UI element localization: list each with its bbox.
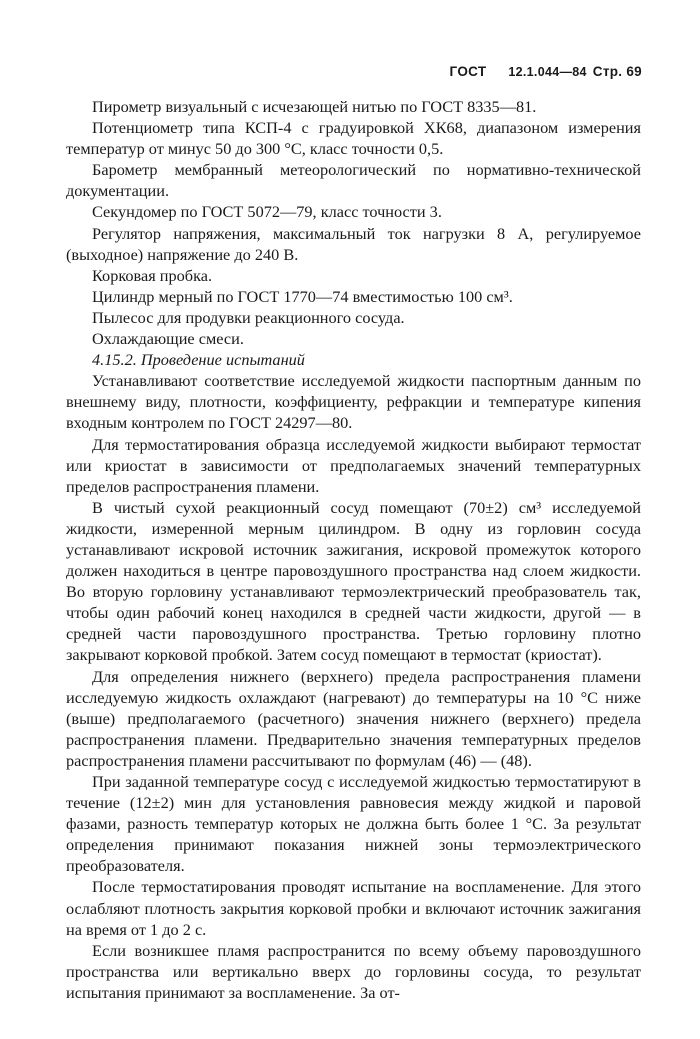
paragraph: Для определения нижнего (верхнего) предела распространения пламени исследуемую жидкость охлаждают (нагревают) до температуры на 10 °С ниже (выше) предполагаемого (расчетного) значения нижнего (верхнего) предела распространения пламени. Предварительно значения температурных пределов распространения пламени рассчитывают по формулам (46) — (48). [66, 666, 641, 770]
paragraph: Охлаждающие смеси. [92, 329, 244, 349]
running-header [450, 64, 642, 79]
paragraph: Потенциометр типа КСП-4 с градуировкой ХК68, диапазоном измерения температур от минус 50 до 300 °С, класс точности 0,5. [66, 118, 641, 159]
paragraph: Барометр мембранный метеорологический по нормативно-технической документации. [66, 160, 641, 201]
paragraph: Пылесос для продувки реакционного сосуда. [92, 307, 405, 327]
paragraph: Если возникшее пламя распространится по всему объему паровоздушного пространства или вертикально вверх до горловины сосуда, то результат испытания принимают за воспламенение. За от- [66, 940, 641, 1002]
paragraph: В чистый сухой реакционный сосуд помещают (70±2) см³ исследуемой жидкости, измеренной мерным цилиндром. В одну из горловин сосуда устанавливают искровой источник зажигания, искровой промежуток которого должен находиться в центре паровоздушного пространства над слоем жидкости. Во вторую горловину устанавливают термоэлектрический преобразователь так, чтобы один рабочий конец находился в средней части жидкости, другой — в средней части паровоздушного пространства. Третью горловину плотно закрывают корковой пробкой. Затем сосуд помещают в термостат (криостат). [66, 497, 641, 665]
paragraph: После термостатирования проводят испытание на воспламенение. Для этого ослабляют плотность закрытия корковой пробки и включают источник зажигания на время от 1 до 2 с. [66, 877, 641, 939]
paragraph: Цилиндр мерный по ГОСТ 1770—74 вместимостью 100 см³. [92, 286, 513, 306]
paragraph: При заданной температуре сосуд с исследуемой жидкостью термостатируют в течение (12±2) мин для установления равновесия между жидкой и паровой фазами, разность температур которых не должна быть более 1 °С. За результат определения принимают показания нижней зоны термоэлектрического преобразователя. [66, 772, 641, 876]
header-page-number: Стр. 69 [592, 64, 642, 79]
header-standard: ГОСТ [449, 64, 487, 79]
section-heading: 4.15.2. Проведение испытаний [92, 350, 305, 370]
paragraph: Регулятор напряжения, максимальный ток нагрузки 8 А, регулируемое (выходное) напряжение до 240 В. [66, 223, 641, 264]
paragraph: Для термостатирования образца исследуемой жидкости выбирают термостат или криостат в зависимости от предполагаемых значений температурных пределов распространения пламени. [66, 434, 641, 496]
paragraph: Устанавливают соответствие исследуемой жидкости паспортным данным по внешнему виду, плотности, коэффициенту, рефракции и температуре кипения входным контролем по ГОСТ 24297—80. [66, 371, 641, 433]
paragraph: Корковая пробка. [92, 265, 213, 285]
header-standard-number: 12.1.044—84 [508, 65, 587, 79]
body-text [66, 96, 641, 1003]
paragraph: Секундомер по ГОСТ 5072—79, класс точности 3. [92, 202, 442, 222]
paragraph: Пирометр визуальный с исчезающей нитью по ГОСТ 8335—81. [92, 97, 537, 116]
